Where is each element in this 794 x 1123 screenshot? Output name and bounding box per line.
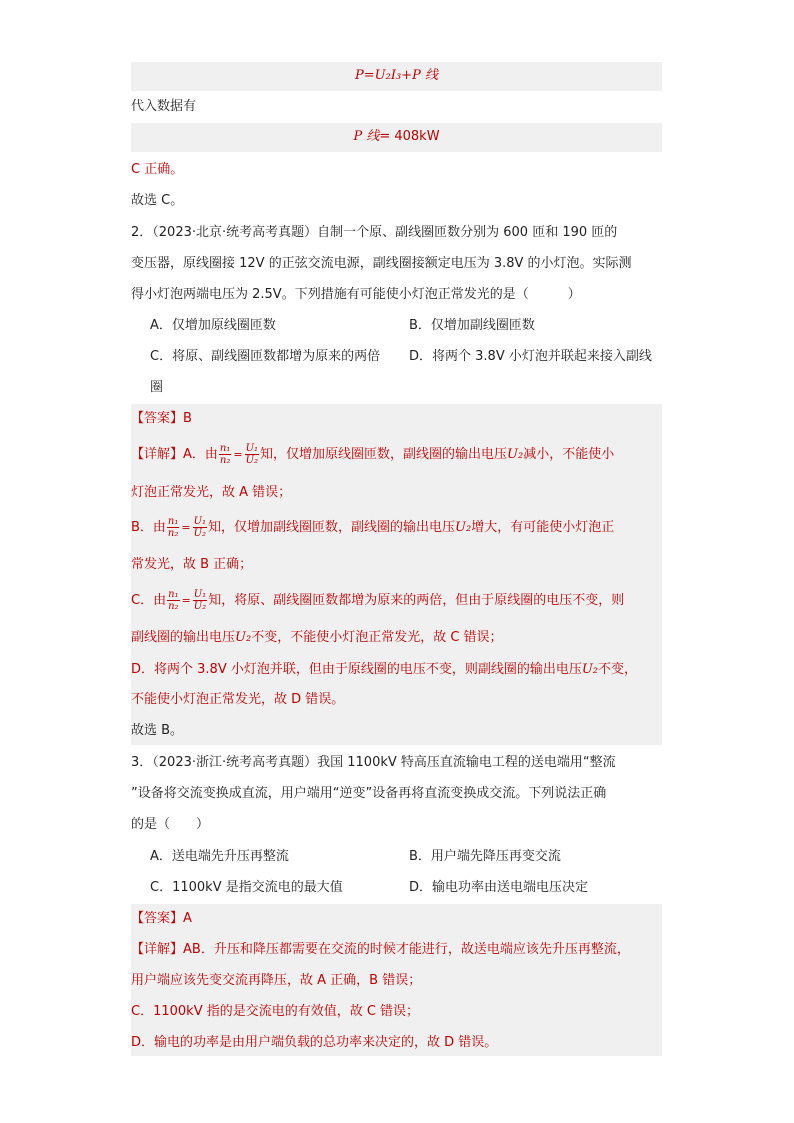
fraction-u1-u2 [245,443,259,466]
detail-c-text-3: 不变，不能使小灯泡正常发光，故 C 错误； [251,630,503,645]
fraction-n1-n2 [219,443,231,466]
loss-power-symbol: P 线 [353,129,380,144]
equals-sign: = [181,594,191,607]
q2-option-b: B．仅增加副线圈匝数 [409,318,535,333]
fraction-n1-n2 [167,589,179,612]
q3-detail-c: C．1100kV 指的是交流电的有效值，故 C 错误； [131,1004,420,1019]
option-c-correct: C 正确。 [131,162,184,177]
frac-den: U₂ [245,455,259,466]
q3-option-a: A．送电端先升压再整流 [150,849,289,864]
q3-stem-line-1: 3．（2023·浙江·统考高考真题）我国 1100kV 特高压直流输电工程的送电端用“整流 [131,755,616,770]
q2-detail-a-line-1 [131,440,662,470]
q2-stem-line-2: 变压器，原线圈接 12V 的正弦交流电源，副线圈接额定电压为 3.8V 的小灯泡。实际测 [131,256,632,271]
formula-loss-power [131,122,662,152]
detail-a-text-2: 减小，不能使小 [523,447,615,462]
frac-num: n₁ [168,589,179,600]
q2-detail-d-line-1 [131,655,662,685]
detail-tag: 【详解】 [131,447,184,462]
q2-detail-c-line-1 [131,586,662,616]
frac-den: n₂ [167,528,179,539]
u2-symbol: U₂ [455,520,472,535]
detail-c-text: 知，将原、副线圈匝数都增为原来的两倍，但由于原线圈的电压不变，则 [208,593,625,608]
fraction-u1-u2 [193,589,207,612]
q3-option-c: C．1100kV 是指交流电的最大值 [150,880,343,895]
frac-den: U₂ [193,601,207,612]
frac-num: n₁ [219,443,231,454]
q3-answer: 【答案】A [131,911,192,926]
detail-d-text-2: 不变， [598,662,638,677]
detail-b-text-2: 增大，有可能使小灯泡正 [471,520,615,535]
equals-sign: = [181,521,191,534]
q2-detail-b-line-2: 常发光，故 B 正确； [131,557,253,572]
q3-detail-d: D．输电的功率是由用户端负载的总功率来决定的，故 D 错误。 [131,1035,498,1050]
q2-option-d: D．将两个 3.8V 小灯泡并联起来接入副线 [409,349,652,364]
q3-option-d: D．输电功率由送电端电压决定 [409,880,589,895]
equals-sign: = [233,448,243,461]
formula-power-sum: P=U₂I₃+P 线 [355,68,438,83]
detail-c-text-2: 副线圈的输出电压 [131,630,236,645]
detail-c-prefix: C．由 [131,593,167,608]
frac-num: n₁ [167,516,179,527]
q2-stem-line-1: 2．（2023·北京·统考高考真题）自制一个原、副线圈匝数分别为 600 匝和 190 匝的 [131,225,618,240]
q2-detail-c-line-2 [131,623,662,653]
q2-answer: 【答案】B [131,411,192,426]
q2-choose: 故选 B。 [131,723,184,738]
q2-option-c: C．将原、副线圈匝数都增为原来的两倍 [150,349,381,364]
detail-tag: 【详解】 [131,942,184,957]
frac-den: n₂ [168,601,179,612]
loss-power-value: = 408kW [379,129,440,144]
frac-den: U₂ [193,528,207,539]
q3-detail-ab-line-2: 用户端应该先变交流再降压，故 A 正确，B 错误； [131,973,422,988]
q2-option-a: A．仅增加原线圈匝数 [150,318,276,333]
q2-detail-b-line-1 [131,513,662,543]
u2-symbol: U₂ [235,630,252,645]
q2-stem-line-3: 得小灯泡两端电压为 2.5V。下列措施有可能使小灯泡正常发光的是（ ） [131,287,581,302]
q3-stem-line-2: ”设备将交流变换成直流，用户端用“逆变”设备再将直流变换成交流。下列说法正确 [131,786,607,801]
detail-b-text: 知，仅增加副线圈匝数，副线圈的输出电压 [208,520,456,535]
q3-detail-ab-line-1 [131,935,662,965]
u2-symbol: U₂ [581,662,599,677]
detail-d-text: D．将两个 3.8V 小灯泡并联，但由于原线圈的电压不变，则副线圈的输出电压 [131,662,582,677]
fraction-u1-u2 [193,516,207,539]
frac-num: U₁ [193,589,207,600]
detail-a-text: 知，仅增加原线圈匝数，副线圈的输出电压 [260,447,508,462]
q3-stem-line-3: 的是（ ） [131,817,210,832]
detail-b-prefix: B．由 [131,520,166,535]
detail-ab-text: AB．升压和降压都需要在交流的时候才能进行，故送电端应该先升压再整流， [183,942,630,957]
fraction-n1-n2 [167,516,179,539]
q2-detail-d-line-2: 不能使小灯泡正常发光，故 D 错误。 [131,692,345,707]
q2-detail-a-line-2: 灯泡正常发光，故 A 错误； [131,485,292,500]
frac-num: U₁ [193,516,207,527]
choose-c: 故选 C。 [131,193,184,208]
substitute-text: 代入数据有 [131,99,197,114]
frac-num: U₁ [245,443,259,454]
frac-den: n₂ [219,455,231,466]
q3-option-b: B．用户端先降压再变交流 [409,849,561,864]
u2-symbol: U₂ [507,447,524,462]
q2-option-d-cont: 圈 [150,380,164,395]
detail-a-prefix: A．由 [183,447,218,462]
